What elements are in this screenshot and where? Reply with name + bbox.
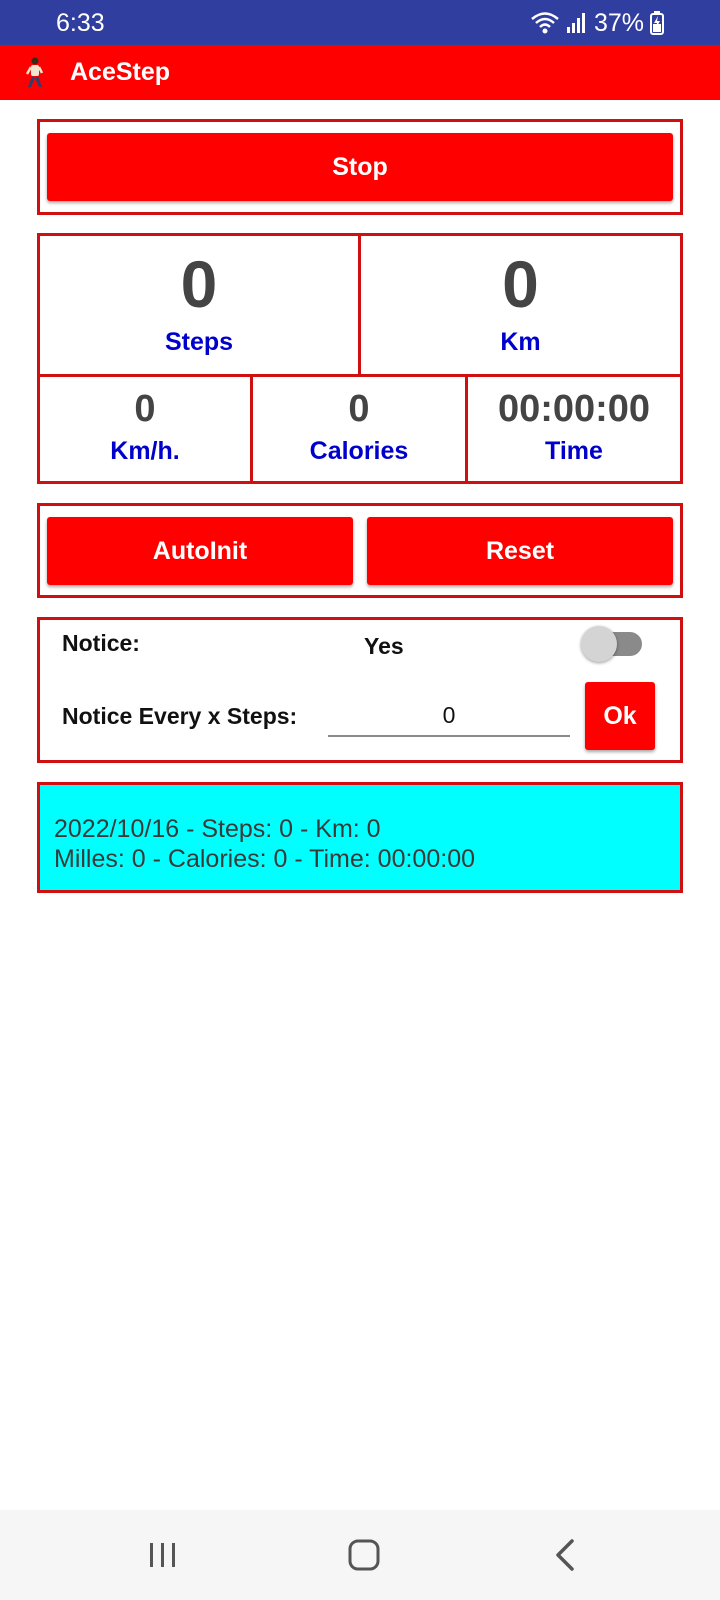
- speed-value: 0: [134, 388, 156, 430]
- signal-icon: [566, 11, 588, 35]
- battery-percent: 37%: [593, 8, 644, 37]
- wifi-icon: [530, 10, 560, 36]
- ok-button[interactable]: Ok: [585, 682, 655, 750]
- notice-steps-input[interactable]: [328, 695, 570, 737]
- calories-value: 0: [348, 388, 370, 430]
- km-label: Km: [500, 328, 541, 356]
- navigation-bar: [0, 1510, 720, 1600]
- km-value: 0: [502, 247, 539, 321]
- status-bar: [0, 0, 720, 45]
- stats-divider: [37, 374, 683, 377]
- km-stat: [361, 246, 680, 357]
- stop-button[interactable]: Stop: [47, 133, 673, 201]
- time-stat: [468, 387, 680, 466]
- autoinit-button[interactable]: AutoInit: [47, 517, 353, 585]
- app-bar: [0, 45, 720, 100]
- speed-label: Km/h.: [110, 437, 180, 465]
- battery-charging-icon: [650, 11, 664, 35]
- status-icons: [530, 8, 664, 38]
- time-value: 00:00:00: [497, 388, 651, 430]
- walking-person-icon: [22, 57, 48, 89]
- notice-label: Notice:: [62, 630, 140, 656]
- notice-state-text: Yes: [364, 633, 404, 659]
- notice-toggle-thumb[interactable]: [581, 626, 617, 662]
- time-label: Time: [545, 437, 603, 465]
- home-icon[interactable]: [342, 1535, 386, 1575]
- speed-stat: [40, 387, 250, 466]
- steps-value: 0: [180, 247, 218, 321]
- app-title: AceStep: [70, 58, 171, 86]
- status-time: 6:33: [56, 9, 105, 37]
- calories-stat: [253, 387, 465, 466]
- steps-label: Steps: [164, 328, 234, 356]
- notice-every-label: Notice Every x Steps:: [62, 703, 298, 729]
- calories-label: Calories: [309, 437, 409, 465]
- history-line: 2022/10/16 - Steps: 0 - Km: 0: [54, 815, 381, 843]
- history-box: [37, 782, 683, 893]
- history-line: Milles: 0 - Calories: 0 - Time: 00:00:00: [54, 845, 475, 873]
- reset-button[interactable]: Reset: [367, 517, 673, 585]
- back-icon[interactable]: [544, 1535, 588, 1575]
- steps-stat: [40, 246, 358, 357]
- recent-apps-icon[interactable]: [141, 1535, 185, 1575]
